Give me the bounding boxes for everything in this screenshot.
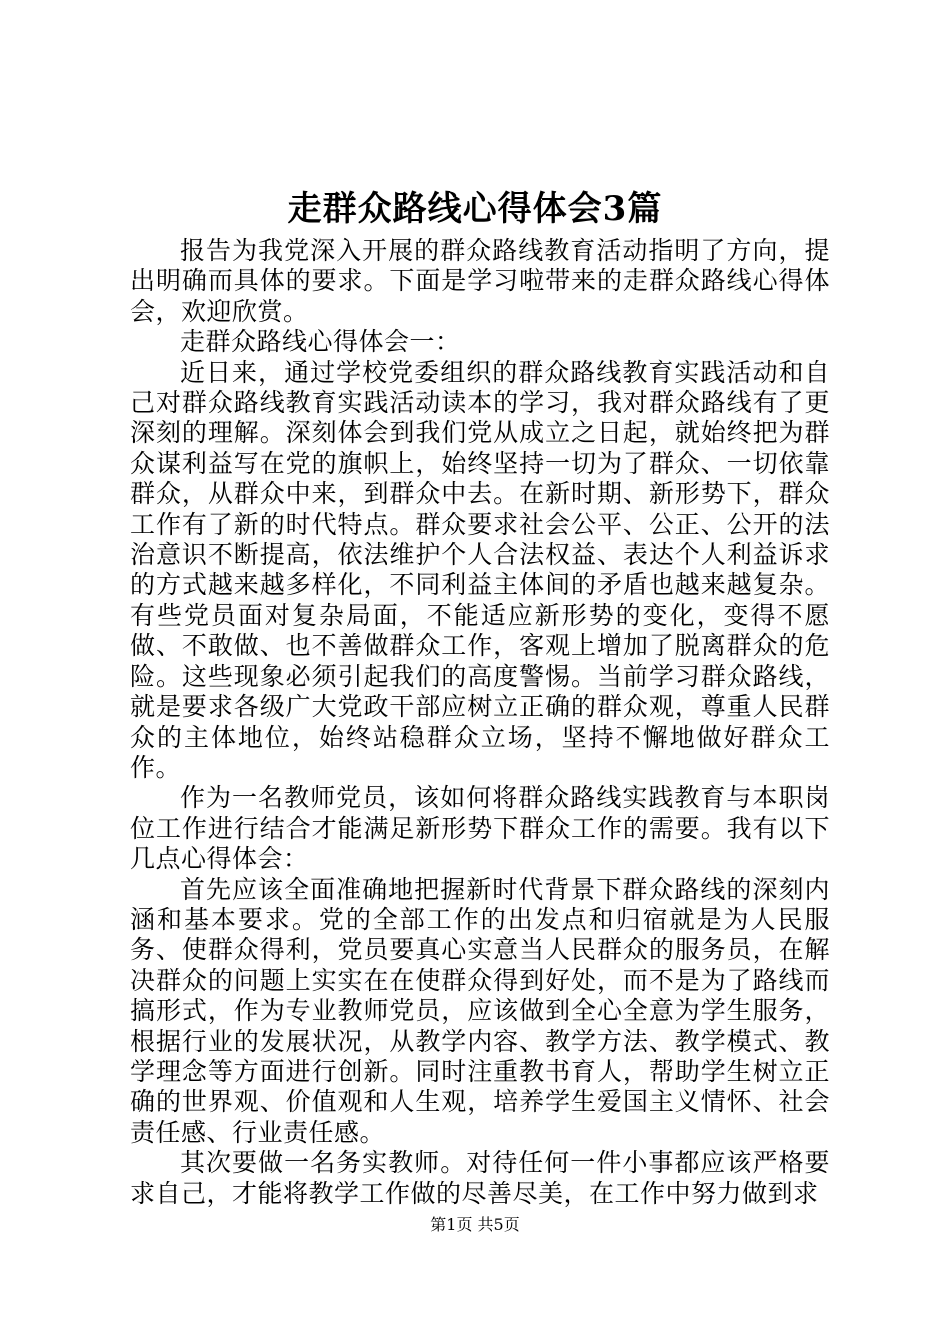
- section-heading-1: 走群众路线心得体会一：: [180, 327, 461, 357]
- body-paragraph: 其次要做一名务实教师。对待任何一件小事都应该严格要求自己，才能将教学工作做的尽善尽美，在工作中努力做到求: [130, 1148, 830, 1208]
- body-paragraph: 近日来，通过学校党委组织的群众路线教育实践活动和自己对群众路线教育实践活动读本的学习，我对群众路线有了更深刻的理解。深刻体会到我们党从成立之日起，就始终把为群众谋利益写在党的旗帜上，始终坚持一切为了群众、一切依靠群众，从群众中来，到群众中去。在新时期、新形势下，群众工作有了新的时代特点。群众要求社会公平、公正、公开的法治意识不断提高，依法维护个人合法权益、表达个人利益诉求的方式越来越多样化，不同利益主体间的矛盾也越来越复杂。有些党员面对复杂局面，不能适应新形势的变化，变得不愿做、不敢做、也不善做群众工作，客观上增加了脱离群众的危险。这些现象必须引起我们的高度警惕。当前学习群众路线，就是要求各级广大党政干部应树立正确的群众观，尊重人民群众的主体地位，始终站稳群众立场，坚持不懈地做好群众工作。: [130, 357, 830, 782]
- body-paragraph: 首先应该全面准确地把握新时代背景下群众路线的深刻内涵和基本要求。党的全部工作的出发点和归宿就是为人民服务、使群众得利，党员要真心实意当人民群众的服务员，在解决群众的问题上实实在在使群众得到好处，而不是为了路线而搞形式，作为专业教师党员，应该做到全心全意为学生服务，根据行业的发展状况，从教学内容、教学方法、教学模式、教学理念等方面进行创新。同时注重教书育人，帮助学生树立正确的世界观、价值观和人生观，培养学生爱国主义情怀、社会责任感、行业责任感。: [130, 874, 830, 1147]
- page-footer: 第1页 共5页: [430, 1215, 520, 1234]
- intro-paragraph: 报告为我党深入开展的群众路线教育活动指明了方向，提出明确而具体的要求。下面是学习啦带来的走群众路线心得体会，欢迎欣赏。: [130, 236, 830, 326]
- body-paragraph: 作为一名教师党员，该如何将群众路线实践教育与本职岗位工作进行结合才能满足新形势下群众工作的需要。我有以下几点心得体会：: [130, 783, 830, 874]
- page-title: 走群众路线心得体会3篇: [287, 189, 663, 229]
- document-body: [130, 236, 830, 1209]
